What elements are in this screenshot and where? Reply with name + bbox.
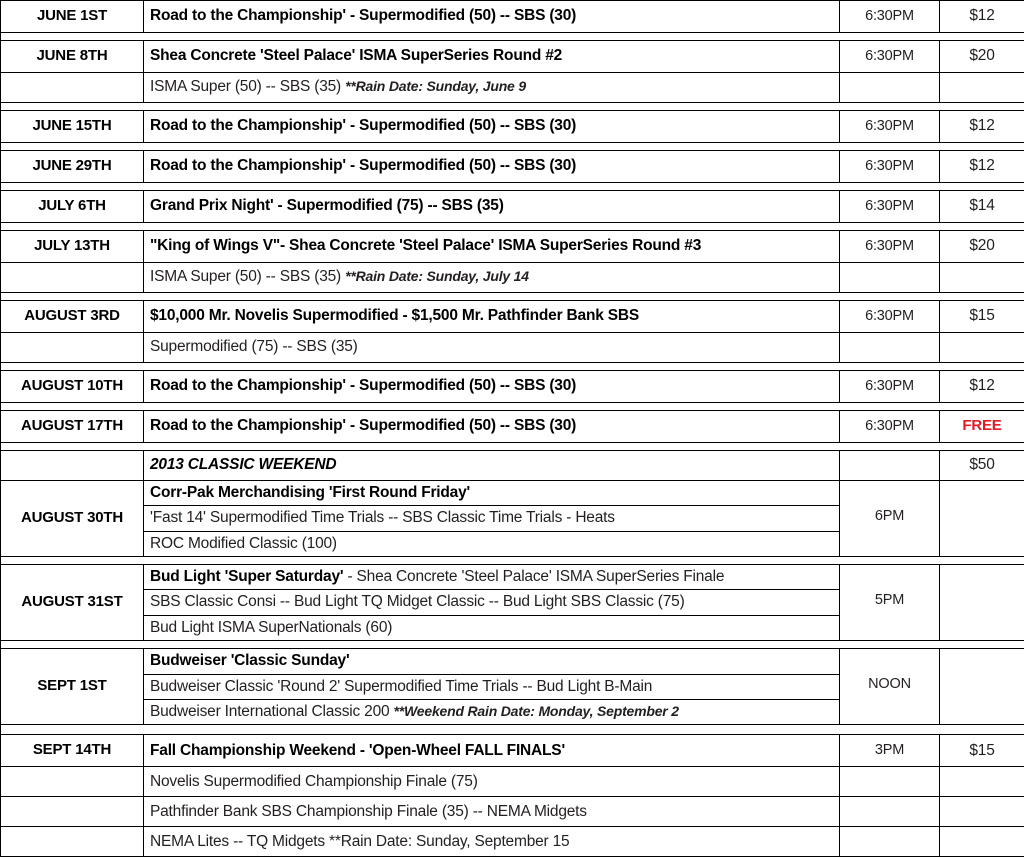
event-line-3 xyxy=(144,700,839,724)
time-cell-empty xyxy=(840,333,940,363)
date-cell-empty xyxy=(1,451,144,481)
time-label: 6:30PM xyxy=(840,5,939,28)
time-cell xyxy=(840,481,940,557)
event-label: Road to the Championship' - Supermodified (50) -- SBS (30) xyxy=(144,374,839,398)
row-separator xyxy=(1,143,1024,151)
price-cell xyxy=(940,41,1024,73)
date-label: AUGUST 30TH xyxy=(1,507,143,531)
date-cell xyxy=(1,649,144,725)
date-cell-empty xyxy=(1,797,144,827)
date-cell xyxy=(1,231,144,263)
date-cell xyxy=(1,111,144,143)
event-label: Road to the Championship' - Supermodified (50) -- SBS (30) xyxy=(144,154,839,178)
table-row-classic-day xyxy=(1,565,1024,590)
price-cell-empty xyxy=(940,649,1024,725)
event-cell xyxy=(144,590,840,615)
event-line-1-bold: Bud Light 'Super Saturday' xyxy=(150,568,343,585)
rain-date-note: **Rain Date: Sunday, June 9 xyxy=(345,78,526,94)
price-label: $20 xyxy=(940,234,1024,258)
event-label: Road to the Championship' - Supermodified (50) -- SBS (30) xyxy=(144,114,839,138)
time-label: 6:30PM xyxy=(840,415,939,438)
table-row-sub xyxy=(1,333,1024,363)
event-sub-main: ISMA Super (50) -- SBS (35) xyxy=(150,268,345,285)
time-cell xyxy=(840,41,940,73)
time-cell-empty xyxy=(840,797,940,827)
classic-weekend-title: 2013 CLASSIC WEEKEND xyxy=(144,453,839,477)
price-cell xyxy=(940,1,1024,33)
event-label: $10,000 Mr. Novelis Supermodified - $1,500 Mr. Pathfinder Bank SBS xyxy=(144,304,839,328)
rain-date-note: **Weekend Rain Date: Monday, September 2 xyxy=(394,703,679,719)
time-cell xyxy=(840,565,940,641)
price-label: $12 xyxy=(940,374,1024,398)
price-label: $15 xyxy=(940,304,1024,328)
event-sub-label: NEMA Lites -- TQ Midgets **Rain Date: Sunday, September 15 xyxy=(144,830,839,854)
row-separator xyxy=(1,293,1024,301)
event-cell xyxy=(144,699,840,724)
event-line-1: Corr-Pak Merchandising 'First Round Friday' xyxy=(144,481,839,505)
rain-date-note: **Rain Date: Sunday, July 14 xyxy=(345,268,529,284)
event-cell xyxy=(144,191,840,223)
event-cell-sub xyxy=(144,767,840,797)
price-cell-empty xyxy=(940,565,1024,641)
event-cell xyxy=(144,151,840,183)
price-cell xyxy=(940,411,1024,443)
time-cell xyxy=(840,1,940,33)
row-separator xyxy=(1,183,1024,191)
table-row xyxy=(1,371,1024,403)
price-cell-empty xyxy=(940,481,1024,557)
table-row xyxy=(1,411,1024,443)
date-cell-empty xyxy=(1,333,144,363)
price-cell-empty xyxy=(940,73,1024,103)
event-label: "King of Wings V"- Shea Concrete 'Steel Palace' ISMA SuperSeries Round #3 xyxy=(144,234,839,258)
event-sub-label: Pathfinder Bank SBS Championship Finale (35) -- NEMA Midgets xyxy=(144,800,839,824)
event-cell xyxy=(144,481,840,506)
time-cell-empty xyxy=(840,73,940,103)
event-cell-sub xyxy=(144,827,840,857)
table-row xyxy=(1,231,1024,263)
price-cell xyxy=(940,735,1024,767)
time-cell xyxy=(840,301,940,333)
date-cell xyxy=(1,481,144,557)
time-cell xyxy=(840,111,940,143)
date-label: SEPT 14TH xyxy=(1,739,143,763)
time-cell xyxy=(840,191,940,223)
price-cell xyxy=(940,371,1024,403)
time-cell xyxy=(840,371,940,403)
event-cell xyxy=(144,371,840,403)
event-cell-sub xyxy=(144,263,840,293)
event-cell xyxy=(144,674,840,699)
table-row-sub xyxy=(1,73,1024,103)
time-cell xyxy=(840,735,940,767)
date-label: JUNE 15TH xyxy=(1,115,143,139)
time-label: 6:30PM xyxy=(840,235,939,258)
event-line-3: ROC Modified Classic (100) xyxy=(144,532,839,556)
date-cell xyxy=(1,735,144,767)
price-label: $12 xyxy=(940,154,1024,178)
price-cell xyxy=(940,191,1024,223)
event-label: Grand Prix Night' - Supermodified (75) -- SBS (35) xyxy=(144,194,839,218)
row-separator xyxy=(1,641,1024,649)
date-label: JUNE 1ST xyxy=(1,5,143,29)
row-separator xyxy=(1,103,1024,111)
event-cell xyxy=(144,231,840,263)
event-label: Road to the Championship' - Supermodified (50) -- SBS (30) xyxy=(144,414,839,438)
schedule-body xyxy=(1,1,1024,857)
table-row xyxy=(1,735,1024,767)
classic-weekend-price-cell xyxy=(940,451,1024,481)
table-row-sub xyxy=(1,767,1024,797)
date-label: JUNE 8TH xyxy=(1,45,143,69)
price-cell-empty xyxy=(940,333,1024,363)
time-label: 6:30PM xyxy=(840,45,939,68)
date-cell xyxy=(1,151,144,183)
date-cell xyxy=(1,565,144,641)
date-cell xyxy=(1,1,144,33)
time-label: 6:30PM xyxy=(840,155,939,178)
event-cell xyxy=(144,565,840,590)
event-line-1 xyxy=(144,565,839,589)
time-label: 6:30PM xyxy=(840,195,939,218)
table-row xyxy=(1,41,1024,73)
classic-weekend-price: $50 xyxy=(940,453,1024,477)
event-line-3: Bud Light ISMA SuperNationals (60) xyxy=(144,616,839,640)
event-sub-label xyxy=(144,265,839,289)
event-cell xyxy=(144,111,840,143)
row-separator-double xyxy=(1,725,1024,735)
event-cell xyxy=(144,649,840,674)
time-cell xyxy=(840,649,940,725)
event-cell xyxy=(144,531,840,556)
table-row-sub xyxy=(1,797,1024,827)
price-cell xyxy=(940,151,1024,183)
table-row-classic-day xyxy=(1,481,1024,506)
date-label: JULY 13TH xyxy=(1,235,143,259)
price-label: $12 xyxy=(940,4,1024,28)
time-label: 6:30PM xyxy=(840,305,939,328)
time-label: 3PM xyxy=(840,739,939,762)
table-row xyxy=(1,111,1024,143)
date-cell xyxy=(1,371,144,403)
time-label: 6PM xyxy=(840,505,939,532)
date-cell xyxy=(1,301,144,333)
event-line-3-main: Budweiser International Classic 200 xyxy=(150,703,394,720)
date-label: AUGUST 3RD xyxy=(1,305,143,329)
price-label: $15 xyxy=(940,739,1024,763)
price-cell-empty xyxy=(940,767,1024,797)
price-cell-empty xyxy=(940,263,1024,293)
event-cell xyxy=(144,411,840,443)
date-label: AUGUST 10TH xyxy=(1,375,143,399)
event-label: Road to the Championship' - Supermodified (50) -- SBS (30) xyxy=(144,4,839,28)
time-cell xyxy=(840,231,940,263)
event-label: Fall Championship Weekend - 'Open-Wheel FALL FINALS' xyxy=(144,739,839,763)
event-line-2: Budweiser Classic 'Round 2' Supermodified Time Trials -- Bud Light B-Main xyxy=(144,675,839,699)
date-label: JULY 6TH xyxy=(1,195,143,219)
price-cell xyxy=(940,301,1024,333)
table-row-sub xyxy=(1,263,1024,293)
table-row xyxy=(1,301,1024,333)
table-row xyxy=(1,191,1024,223)
event-cell-sub xyxy=(144,73,840,103)
row-separator xyxy=(1,557,1024,565)
date-cell xyxy=(1,41,144,73)
time-label: 6:30PM xyxy=(840,115,939,138)
price-label xyxy=(940,515,1024,522)
time-label: 5PM xyxy=(840,589,939,616)
date-cell-empty xyxy=(1,767,144,797)
price-cell-empty xyxy=(940,797,1024,827)
time-label: 6:30PM xyxy=(840,375,939,398)
table-row xyxy=(1,1,1024,33)
event-sub-label xyxy=(144,75,839,99)
event-line-2: SBS Classic Consi -- Bud Light TQ Midget Classic -- Bud Light SBS Classic (75) xyxy=(144,590,839,614)
date-cell-empty xyxy=(1,73,144,103)
price-cell xyxy=(940,231,1024,263)
price-cell-empty xyxy=(940,827,1024,857)
event-cell xyxy=(144,615,840,640)
price-cell xyxy=(940,111,1024,143)
time-label: NOON xyxy=(840,673,939,700)
row-separator xyxy=(1,443,1024,451)
price-label: $14 xyxy=(940,194,1024,218)
date-cell-empty xyxy=(1,827,144,857)
event-cell xyxy=(144,506,840,531)
date-label: AUGUST 31ST xyxy=(1,591,143,615)
table-row-sub xyxy=(1,827,1024,857)
event-cell xyxy=(144,735,840,767)
event-line-1-tail: - Shea Concrete 'Steel Palace' ISMA SuperSeries Finale xyxy=(343,568,724,585)
row-separator xyxy=(1,223,1024,231)
event-cell xyxy=(144,41,840,73)
date-cell xyxy=(1,411,144,443)
time-cell-empty xyxy=(840,451,940,481)
event-sub-label: Supermodified (75) -- SBS (35) xyxy=(144,335,839,359)
event-cell-sub xyxy=(144,333,840,363)
price-label: $20 xyxy=(940,44,1024,68)
time-cell xyxy=(840,411,940,443)
event-sub-main: ISMA Super (50) -- SBS (35) xyxy=(150,78,345,95)
event-cell xyxy=(144,301,840,333)
price-label xyxy=(940,683,1024,690)
event-line-2: 'Fast 14' Supermodified Time Trials -- SBS Classic Time Trials - Heats xyxy=(144,506,839,530)
date-label: SEPT 1ST xyxy=(1,675,143,699)
event-line-1: Budweiser 'Classic Sunday' xyxy=(144,649,839,673)
time-cell xyxy=(840,151,940,183)
time-cell-empty xyxy=(840,263,940,293)
date-label: AUGUST 17TH xyxy=(1,415,143,439)
row-separator xyxy=(1,403,1024,411)
price-label-free: FREE xyxy=(940,415,1024,439)
classic-weekend-title-cell xyxy=(144,451,840,481)
event-label: Shea Concrete 'Steel Palace' ISMA SuperSeries Round #2 xyxy=(144,44,839,68)
row-separator xyxy=(1,363,1024,371)
table-row xyxy=(1,151,1024,183)
classic-weekend-header-row xyxy=(1,451,1024,481)
price-label xyxy=(940,599,1024,606)
date-cell xyxy=(1,191,144,223)
row-separator xyxy=(1,33,1024,41)
table-row-classic-day xyxy=(1,649,1024,674)
event-cell-sub xyxy=(144,797,840,827)
event-cell xyxy=(144,1,840,33)
date-label: JUNE 29TH xyxy=(1,155,143,179)
time-cell-empty xyxy=(840,767,940,797)
date-cell-empty xyxy=(1,263,144,293)
time-cell-empty xyxy=(840,827,940,857)
price-label: $12 xyxy=(940,114,1024,138)
event-sub-label: Novelis Supermodified Championship Finale (75) xyxy=(144,770,839,794)
